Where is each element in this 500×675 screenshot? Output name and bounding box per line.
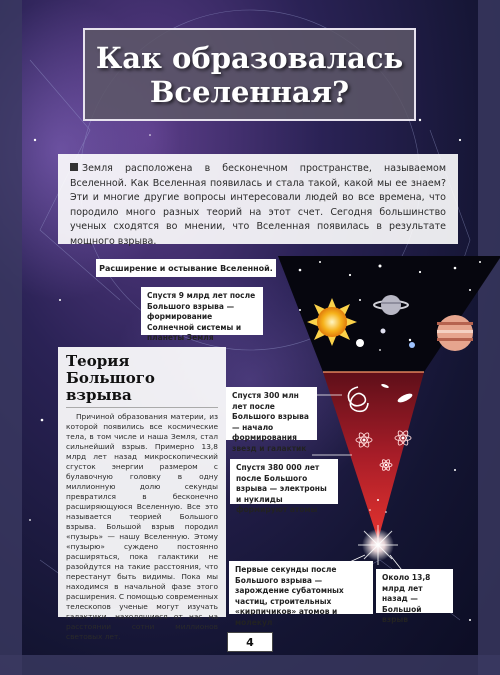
title-line-2: Вселенная? <box>149 74 350 109</box>
label-380-thousand-years: Спустя 380 000 лет после Большого взрыва — электроны и нуклиды формируют атомы <box>230 459 338 504</box>
theory-heading: Теория Большого взрыва <box>66 353 218 408</box>
bullet-square-icon <box>70 163 78 171</box>
page-title-box <box>83 28 416 121</box>
title-line-1: Как образовалась <box>95 40 404 75</box>
left-border <box>0 0 22 675</box>
gas-giant-icon <box>437 315 473 351</box>
theory-box <box>58 347 226 641</box>
bottom-border <box>0 655 500 675</box>
right-border <box>478 0 500 675</box>
label-300-million-years: Спустя 300 млн лет после Большого взрыва — начало формирования звезд и галактик <box>226 387 317 440</box>
label-first-seconds: Первые секунды после Большого взрыва — зарождение субатомных частиц, строительных «кирпичиков» атомов и молекул <box>229 561 373 614</box>
planet-icon <box>356 339 364 347</box>
label-9-billion-years: Спустя 9 млрд лет после Большого взрыва — формирование Солнечной системы и планеты Земля <box>141 287 263 335</box>
page-title <box>96 41 403 109</box>
intro-paragraph-box <box>58 154 458 247</box>
planet-icon <box>409 342 415 348</box>
page-number: 4 <box>227 632 273 652</box>
burst-rays <box>358 525 398 565</box>
label-big-bang: Около 13,8 млрд лет назад — Большой взрыв <box>376 569 453 613</box>
diagram-caption: Расширение и остывание Вселенной. <box>96 259 276 277</box>
planet-icon <box>381 329 386 334</box>
theory-text: Причиной образования материи, из которой появились все космические тела, в том числе и наша Земля, стал сильнейший взрыв. Примерно 13,8 млрд лет назад микроскопический сгусток энергии размером с булавочную головку в одну миллионную долю секунды превратился в бесконечно расширяющуюся Вселенную. Все это называется теорией Большого взрыва. Большой взрыв породил «пузырь» — нашу Вселенную. Этому «пузырю» суждено постоянно расширяться, пока галактики не разойдутся на такие расстояния, что перестанут быть видимы. Пока мы находимся в начальной фазе этого расширения. С помощью современных телескопов ученые могут изучать галактики, находящиеся от нас на расстоянии сотни миллионов световых лет. <box>66 412 218 641</box>
intro-text: Земля расположена в бесконечном пространстве, называемом Вселенной. Как Вселенная появилась и стала такой, какой мы ее знаем? Эти и многие другие вопросы интересовали людей во все времена, что породило много разных теорий на этот счет. Сегодня большинство ученых сходятся во мнении, что Вселенная появилась в результате мощного взрыва. <box>70 163 446 247</box>
